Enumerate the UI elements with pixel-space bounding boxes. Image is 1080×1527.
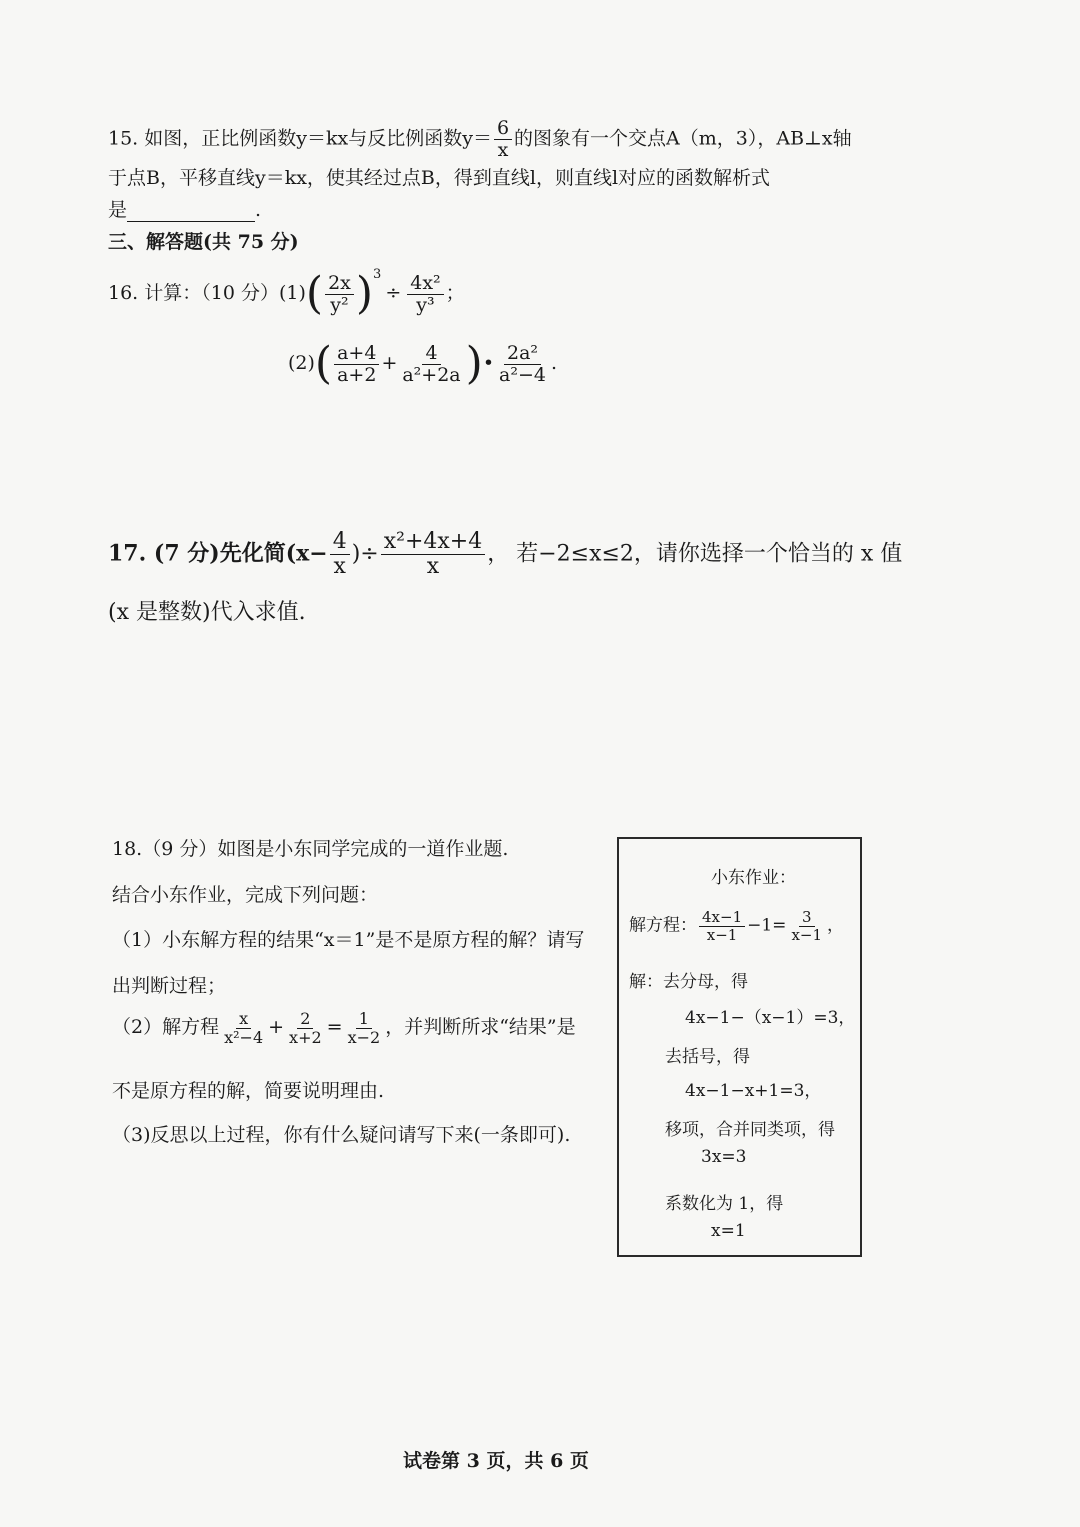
hw-fraction2 <box>788 909 825 943</box>
homework-step1-eq: 4x−1−（x−1）=3， <box>685 1008 856 1028</box>
q16-p1-fraction2 <box>407 273 443 316</box>
dot-sign: • <box>482 352 495 374</box>
fraction-denominator: x <box>333 554 346 580</box>
q16-p1-fraction <box>325 273 354 316</box>
q18-line4: 出判断过程； <box>112 975 227 997</box>
fraction-numerator: 4 <box>330 530 350 555</box>
answer-blank <box>127 203 255 222</box>
fraction-numerator: 4 <box>422 343 440 365</box>
q16-part2 <box>288 338 558 389</box>
q18-line5-a: （2）解方程 <box>112 1016 220 1039</box>
homework-step1: 解：去分母，得 <box>629 972 748 992</box>
q18-line6: 不是原方程的解，简要说明理由. <box>112 1080 385 1102</box>
fraction-denominator: a+2 <box>337 363 377 386</box>
fraction-numerator: 2 <box>297 1010 313 1029</box>
q16-prefix: 16. 计算：（10 分）(1) <box>108 282 306 304</box>
fraction-denominator: x²−4 <box>224 1027 264 1047</box>
fraction-denominator: y² <box>330 293 349 316</box>
fraction-denominator: x+2 <box>289 1027 322 1047</box>
q15-line3 <box>108 195 261 222</box>
q17-suffix: ， 若−2≤x≤2，请你选择一个恰当的 x 值 <box>487 541 903 567</box>
equation-middle: −1= <box>747 915 787 936</box>
q16-p2-fraction-c <box>496 343 549 386</box>
plus-sign: + <box>268 1016 285 1039</box>
q16-p1-end: ； <box>445 282 465 304</box>
fraction-numerator: 4x−1 <box>699 909 745 927</box>
q16-p2-fraction-b <box>399 343 463 386</box>
fraction-numerator: 4x² <box>407 273 443 295</box>
q16-p2-label: (2) <box>288 352 315 374</box>
q18-line1: 18.（9 分）如图是小东同学完成的一道作业题. <box>112 838 509 860</box>
q16-p2-fraction-a <box>334 343 379 386</box>
hw-fraction1 <box>699 909 745 943</box>
fraction-numerator: x²+4x+4 <box>381 530 486 555</box>
q17-line1 <box>108 530 902 579</box>
q17-fraction2 <box>381 530 486 579</box>
fraction-denominator: x−1 <box>791 925 823 944</box>
fraction-numerator: a+4 <box>334 343 379 365</box>
homework-equation <box>629 909 844 943</box>
q17-close-divide: )÷ <box>351 541 379 567</box>
q18-line5 <box>112 1010 576 1046</box>
q15-line3-text: 是 <box>108 199 128 221</box>
fraction-denominator: a²+2a <box>402 363 461 386</box>
equation-end: ， <box>827 915 845 936</box>
q15-line2: 于点B，平移直线y＝kx，使其经过点B，得到直线l，则直线l对应的函数解析式 <box>108 167 771 189</box>
fraction-numerator: 2x <box>325 273 354 295</box>
plus-sign: + <box>381 352 398 374</box>
q17-fraction1 <box>330 530 350 579</box>
homework-step2-eq: 4x−1−x+1=3， <box>685 1081 822 1101</box>
homework-step3: 移项，合并同类项，得 <box>665 1120 835 1140</box>
left-paren: ( <box>314 338 333 389</box>
fraction-denominator: x <box>426 554 440 580</box>
page-footer: 试卷第 3 页，共 6 页 <box>403 1450 589 1472</box>
q15-line1 <box>108 118 852 161</box>
divide-sign: ÷ <box>385 282 402 304</box>
q18-fraction2 <box>286 1010 325 1046</box>
q18-line2: 结合小东作业，完成下列问题： <box>112 884 379 906</box>
equals-sign: = <box>326 1016 343 1039</box>
q18-line7: （3)反思以上过程，你有什么疑问请写下来(一条即可). <box>112 1124 571 1146</box>
homework-step4-eq: x=1 <box>711 1221 746 1241</box>
fraction-numerator: 3 <box>799 909 815 927</box>
right-paren: ) <box>465 338 483 389</box>
q18-line5-b: ，并判断所求“结果”是 <box>385 1016 576 1039</box>
homework-step4: 系数化为 1，得 <box>665 1194 784 1214</box>
fraction-numerator: 1 <box>356 1010 372 1029</box>
right-paren: ) <box>355 268 374 319</box>
fraction-denominator: x <box>497 138 509 161</box>
q18-line3: （1）小东解方程的结果“x＝1”是不是原方程的解？请写 <box>112 929 585 951</box>
fraction-numerator: x <box>236 1010 251 1029</box>
q15-text-b: 的图象有一个交点A（m，3），AB⊥x轴 <box>514 127 852 150</box>
q16-part1 <box>108 266 465 319</box>
equation-label: 解方程： <box>629 915 697 936</box>
q17-line2: (x 是整数)代入求值. <box>108 600 306 625</box>
homework-box <box>617 837 862 1257</box>
fraction-denominator: a²−4 <box>499 363 546 386</box>
q17-prefix: 17. (7 分)先化简(x− <box>108 540 328 567</box>
exponent: 3 <box>373 266 382 282</box>
fraction-denominator: x−1 <box>706 925 738 944</box>
q18-fraction1 <box>221 1010 266 1046</box>
left-paren: ( <box>305 268 324 319</box>
q15-text-a: 15. 如图，正比例函数y＝kx与反比例函数y＝ <box>108 127 492 150</box>
q16-p2-end: . <box>550 352 558 374</box>
fraction-numerator: 2a² <box>504 343 541 365</box>
section-title: 三、解答题(共 75 分) <box>108 231 299 253</box>
homework-step3-eq: 3x=3 <box>701 1147 747 1167</box>
fraction-denominator: y³ <box>416 293 435 316</box>
homework-step2: 去括号，得 <box>665 1047 750 1067</box>
q15-fraction <box>494 118 512 161</box>
q18-fraction3 <box>345 1010 384 1046</box>
q15-line3-end: . <box>255 199 262 221</box>
fraction-denominator: x−2 <box>347 1027 381 1047</box>
homework-title: 小东作业： <box>711 868 796 888</box>
fraction-numerator: 6 <box>494 118 512 140</box>
